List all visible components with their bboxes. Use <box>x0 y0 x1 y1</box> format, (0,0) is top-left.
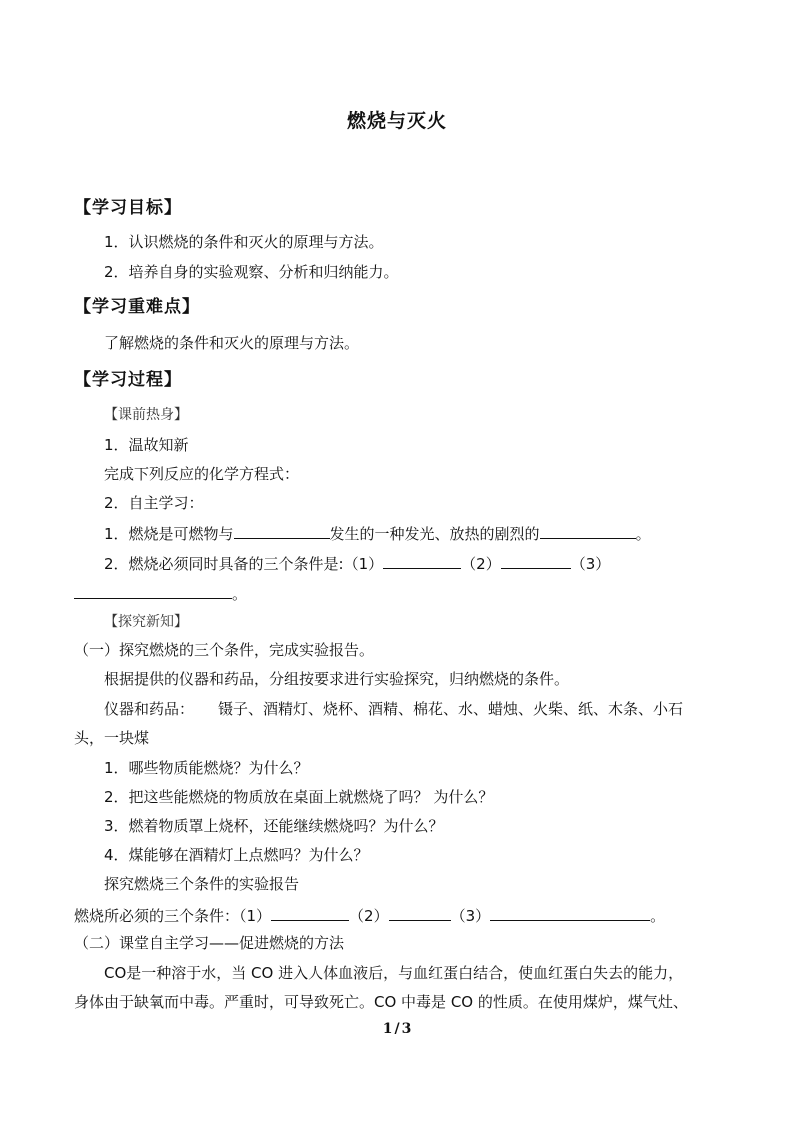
question-text: 。 <box>635 525 651 543</box>
conditions-question <box>74 904 665 926</box>
objective-item: 1．认识燃烧的条件和灭火的原理与方法。 <box>104 233 384 251</box>
page-separator: / <box>394 1021 400 1037</box>
question-text: 。 <box>650 907 666 925</box>
question-text: （2） <box>349 907 389 925</box>
section-heading-objectives: 【学习目标】 <box>74 198 182 218</box>
question-text: 2．燃烧必须同时具备的三个条件是:（1） <box>104 555 384 573</box>
answer-blank[interactable] <box>234 522 330 539</box>
fill-question-2 <box>104 552 610 574</box>
paragraph-line: 身体由于缺氧而中毒。严重时，可导致死亡。CO 中毒是 CO 的性质。在使用煤炉，煤气灶、 <box>74 993 688 1011</box>
subsection-heading-warmup: 【课前热身】 <box>104 407 188 423</box>
section-heading-keypoints: 【学习重难点】 <box>74 297 200 317</box>
answer-blank[interactable] <box>389 904 451 921</box>
question-text: 。 <box>232 585 248 603</box>
question-text: 1．燃烧是可燃物与 <box>104 525 234 543</box>
question-text: 发生的一种发光、放热的剧烈的 <box>329 525 540 543</box>
explore-question: 4．煤能够在酒精灯上点燃吗？为什么？ <box>104 846 369 864</box>
part-description: 根据提供的仪器和药品，分组按要求进行实验探究，归纳燃烧的条件。 <box>104 670 570 688</box>
answer-blank[interactable] <box>540 522 636 539</box>
total-pages: 3 <box>401 1021 412 1037</box>
question-text: （2） <box>461 555 501 573</box>
report-title: 探究燃烧三个条件的实验报告 <box>104 875 300 893</box>
current-page: 1 <box>382 1021 393 1037</box>
materials-cont: 头，一块煤 <box>74 729 150 747</box>
answer-blank[interactable] <box>74 582 232 599</box>
question-text: （3） <box>570 555 611 573</box>
section-heading-process: 【学习过程】 <box>74 370 182 390</box>
explore-question: 3．燃着物质罩上烧杯，还能继续燃烧吗？为什么？ <box>104 817 444 835</box>
question-text: （3） <box>450 907 491 925</box>
subsection-heading-explore: 【探究新知】 <box>104 614 188 630</box>
objective-item: 2．培养自身的实验观察、分析和归纳能力。 <box>104 263 399 281</box>
explore-question: 2．把这些能燃烧的物质放在桌面上就燃烧了吗？ 为什么？ <box>104 788 494 806</box>
materials-list: 镊子、酒精灯、烧杯、酒精、棉花、水、蜡烛、火柴、纸、木条、小石 <box>218 700 684 718</box>
page-title: 燃烧与灭火 <box>346 110 447 132</box>
part-heading: （一）探究燃烧的三个条件，完成实验报告。 <box>74 641 375 659</box>
answer-blank[interactable] <box>383 552 461 569</box>
materials-label: 仪器和药品： <box>104 700 195 718</box>
materials-line <box>104 699 683 719</box>
answer-blank[interactable] <box>501 552 571 569</box>
answer-blank[interactable] <box>271 904 349 921</box>
answer-blank[interactable] <box>490 904 650 921</box>
warmup-item: 1．温故知新 <box>104 436 189 454</box>
fill-question-2-cont <box>74 582 247 604</box>
part-heading: （二）课堂自主学习——促进燃烧的方法 <box>74 934 345 952</box>
page-number <box>0 1021 794 1037</box>
paragraph-line: CO是一种溶于水，当 CO 进入人体血液后，与血红蛋白结合，使血红蛋白失去的能力， <box>104 964 684 982</box>
question-text: 燃烧所必须的三个条件：（1） <box>74 907 272 925</box>
fill-question-1 <box>104 522 651 544</box>
warmup-item: 2．自主学习： <box>104 494 204 512</box>
explore-question: 1．哪些物质能燃烧？为什么？ <box>104 759 309 777</box>
warmup-text: 完成下列反应的化学方程式： <box>104 465 300 483</box>
keypoint-text: 了解燃烧的条件和灭火的原理与方法。 <box>104 334 360 352</box>
